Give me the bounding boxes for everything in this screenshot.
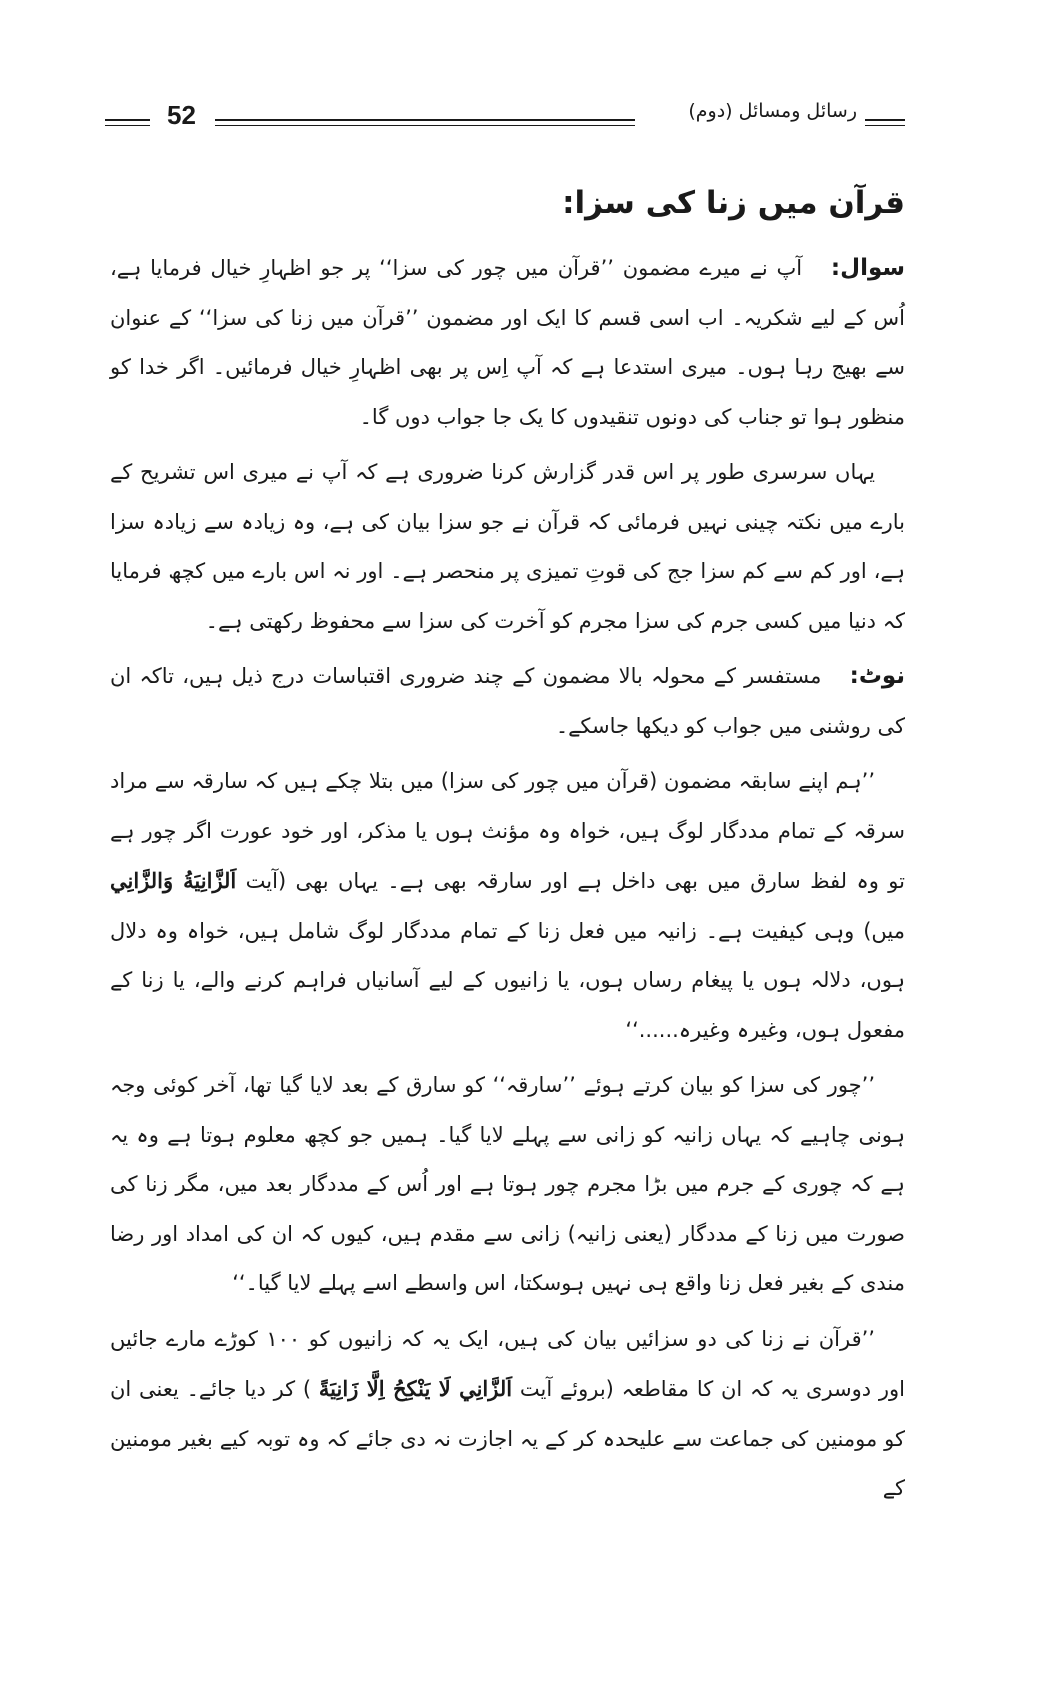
quote-1-before: ’’ہم اپنے سابقہ مضمون (قرآن میں چور کی سزا) میں بتلا چکے ہیں کہ سارقہ سے مراد سرقہ کے تمام مددگار لوگ ہیں، خواہ وہ مؤنث ہوں یا مذکر، اور خود عورت اگر چور ہے تو وہ لفظ سارق میں بھی داخل ہے اور سارقہ بھی ہے۔ یہاں بھی (آیت [110,769,905,893]
quranic-ayah-1: اَلزَّانِيَةُ وَالزَّانِي [110,868,237,893]
header-rule-right [865,119,905,121]
quote-1-after: میں) وہی کیفیت ہے۔ زانیہ میں فعل زنا کے تمام مددگار لوگ شامل ہیں، خواہ وہ دلال ہوں، دلالہ ہوں یا پیغام رساں ہوں، یا زانیوں کے لیے آسانیاں فراہم کرنے والے، یا زنا کے مفعول ہوں، وغیرہ وغیرہ......‘‘ [110,918,905,1042]
question-label: سوال: [830,255,905,281]
quote-paragraph-1 [110,757,905,1055]
note-text: مستفسر کے محولہ بالا مضمون کے چند ضروری اقتباسات درج ذیل ہیں، تاکہ ان کی روشنی میں جواب کو دیکھا جاسکے۔ [110,664,905,738]
header-rule-left [105,119,150,121]
quote-3-before: ’’قرآن نے زنا کی دو سزائیں بیان کی ہیں، ایک یہ کہ زانیوں کو ۱۰۰ کوڑے مارے جائیں اور دوسری یہ کہ ان کا مقاطعہ (بروئے آیت [110,1326,906,1401]
note-label: نوٹ: [849,663,905,689]
question-text: آپ نے میرے مضمون ’’قرآن میں چور کی سزا‘‘ پر جو اظہارِ خیال فرمایا ہے، اُس کے لیے شکریہ۔ اب اسی قسم کا ایک اور مضمون ’’قرآن میں زنا کی سزا‘‘ کے عنوان سے بھیج رہا ہوں۔ میری استدعا ہے کہ آپ اِس پر بھی اظہارِ خیال فرمائیں۔ اگر خدا کو منظور ہوا تو جناب کی دونوں تنقیدوں کا یک جا جواب دوں گا۔ [110,256,905,429]
question-paragraph [110,244,905,442]
quote-paragraph-2: ’’چور کی سزا کو بیان کرتے ہوئے ’’سارقہ‘‘ کو سارق کے بعد لایا گیا تھا، آخر کوئی وجہ ہونی چاہیے کہ یہاں زانیہ کو زانی سے پہلے لایا گیا۔ ہمیں جو کچھ معلوم ہوتا ہے وہ یہ ہے کہ چوری کے جرم میں بڑا مجرم چور ہوتا ہے اور اُس کے مددگار بعد میں، مگر زنا کی صورت میں زنا کے مددگار (یعنی زانیہ) زانی سے مقدم ہیں، کیوں کہ ان کی امداد اور رضا مندی کے بغیر فعل زنا واقع ہی نہیں ہوسکتا، اس واسطے اسے پہلے لایا گیا۔‘‘ [110,1073,905,1295]
quote-paragraph-3 [110,1315,905,1514]
quranic-ayah-2: اَلزَّانِي لَا يَنْكِحُ اِلَّا زَانِيَةً [318,1376,513,1401]
note-paragraph [110,652,905,751]
section-heading: قرآن میں زنا کی سزا: [562,185,905,221]
page-number: 52 [167,100,196,130]
page-header [105,100,905,140]
running-title: رسائل ومسائل (دوم) [688,100,857,122]
header-rule-middle [215,119,635,121]
paragraph-clarification: یہاں سرسری طور پر اس قدر گزارش کرنا ضروری ہے کہ آپ نے میری اس تشریح کے بارے میں نکتہ چینی نہیں فرمائی کہ قرآن نے جو سزا بیان کی ہے، وہ زیادہ سے زیادہ سزا ہے، اور کم سے کم سزا جج کی قوتِ تمیزی پر منحصر ہے۔ اور نہ اس بارے میں کچھ فرمایا کہ دنیا میں کسی جرم کی سزا مجرم کو آخرت کی سزا سے محفوظ رکھتی ہے۔ [110,460,905,633]
page-content [110,180,905,1520]
quote-3-after: ) کر دیا جائے۔ یعنی ان کو مومنین کی جماعت سے علیحدہ کر کے یہ اجازت نہ دی جائے کہ وہ توبہ کیے بغیر مومنین کے [110,1377,905,1500]
